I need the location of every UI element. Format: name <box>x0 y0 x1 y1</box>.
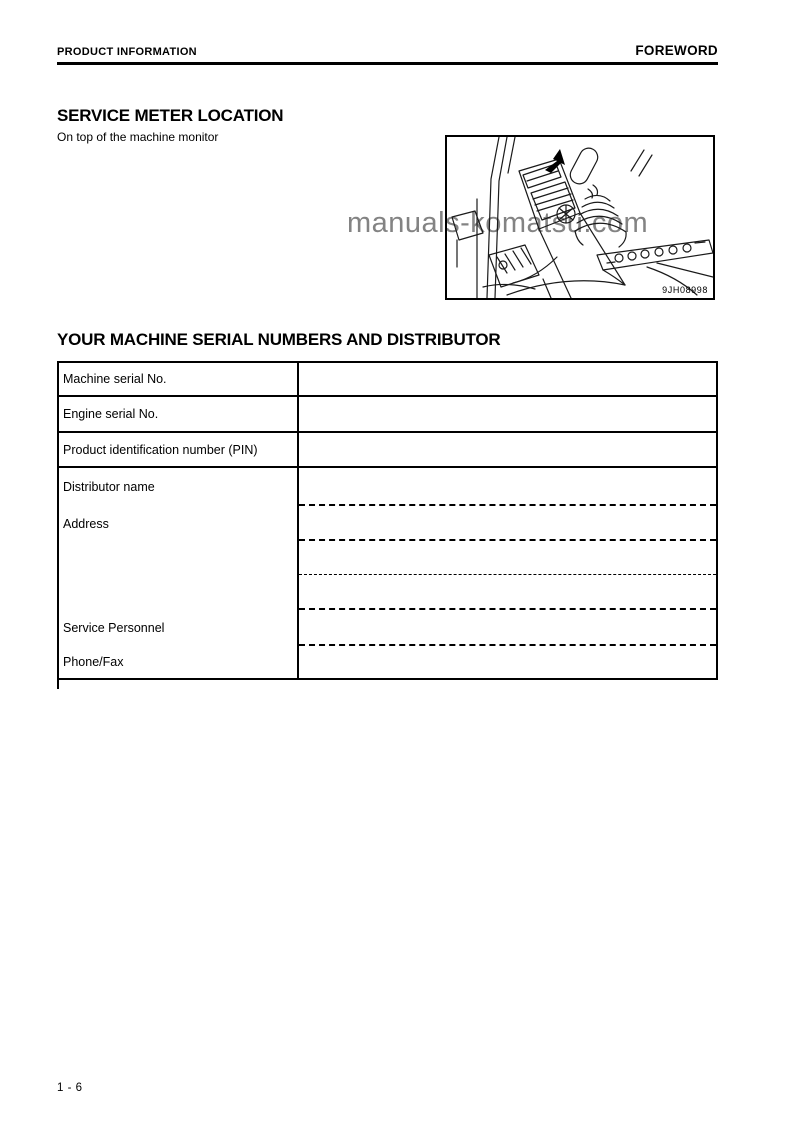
header-rule <box>57 62 718 65</box>
row-label-machine-serial: Machine serial No. <box>59 363 299 395</box>
table-row-distributor-group <box>59 468 716 678</box>
distributor-group-values <box>299 468 716 678</box>
distributor-group-labels <box>59 468 299 678</box>
row-value-engine-serial <box>299 397 716 431</box>
figure-code-label: 9JH08998 <box>662 285 708 295</box>
watermark-text: manuals-komatsu.com <box>347 207 649 239</box>
row-label-pin: Product identification number (PIN) <box>59 433 299 466</box>
section-subtitle: On top of the machine monitor <box>57 130 219 144</box>
fill-in-line <box>299 468 716 506</box>
table-row <box>59 433 716 468</box>
fill-in-line <box>299 646 716 678</box>
row-label-distributor-name: Distributor name <box>63 480 155 494</box>
row-label-service-personnel: Service Personnel <box>63 621 165 635</box>
table-border-tail <box>57 680 59 689</box>
fill-in-line <box>299 610 716 646</box>
page-number: 1 - 6 <box>57 1082 83 1094</box>
fill-in-line <box>299 506 716 541</box>
row-value-machine-serial <box>299 363 716 395</box>
row-label-engine-serial: Engine serial No. <box>59 397 299 431</box>
serial-numbers-table <box>57 361 718 680</box>
table-row <box>59 397 716 433</box>
section-title-serial-numbers: YOUR MACHINE SERIAL NUMBERS AND DISTRIBUTOR <box>57 330 501 349</box>
fill-in-line <box>299 541 716 575</box>
table-row <box>59 363 716 397</box>
figure-box <box>445 135 715 300</box>
machine-monitor-illustration <box>447 137 713 298</box>
fill-in-line <box>299 575 716 610</box>
section-title-service-meter: SERVICE METER LOCATION <box>57 106 284 125</box>
row-label-phone-fax: Phone/Fax <box>63 655 124 669</box>
header-left-title: PRODUCT INFORMATION <box>57 46 197 58</box>
header-right-title: FOREWORD <box>635 43 718 58</box>
row-label-address: Address <box>63 516 109 531</box>
row-label-blank <box>59 575 297 610</box>
row-value-pin <box>299 433 716 466</box>
row-label-blank <box>59 541 297 575</box>
